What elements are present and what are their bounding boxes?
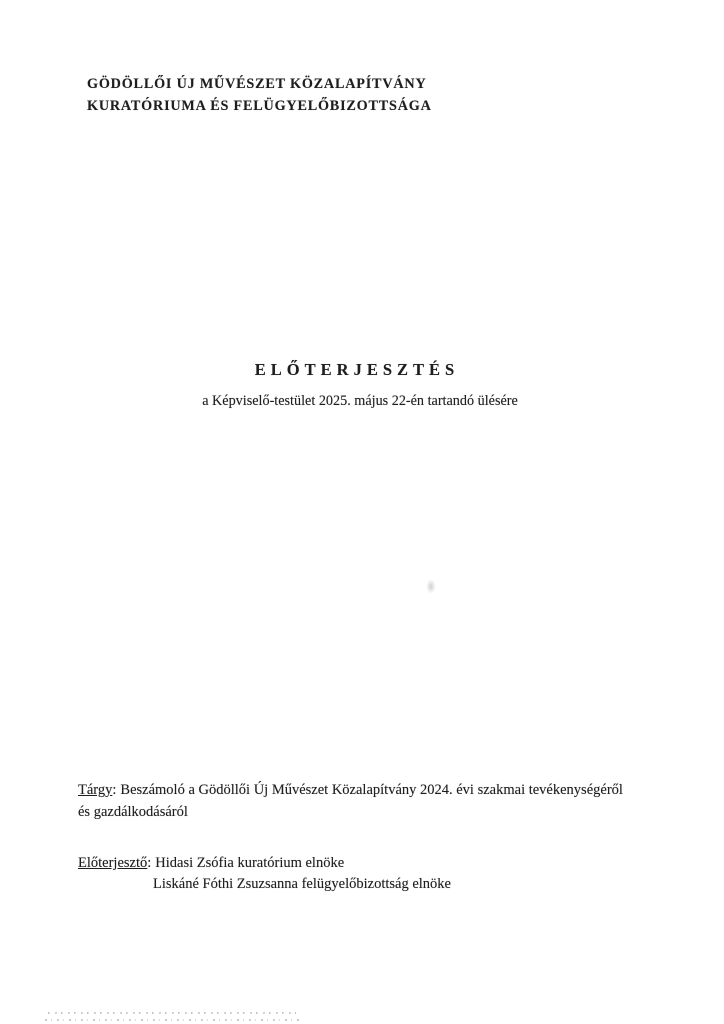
- scan-artifact-dot-row-2: [45, 1019, 303, 1021]
- presenter-colon: :: [147, 855, 152, 871]
- subject-text-line2: és gazdálkodásáról: [78, 804, 188, 820]
- presenter-name-line2: Liskáné Fóthi Zsuzsanna felügyelőbizottság elnöke: [153, 876, 451, 892]
- org-name-line2: KURATÓRIUMA ÉS FELÜGYELŐBIZOTTSÁGA: [87, 97, 432, 114]
- org-name-line1: GÖDÖLLŐI ÚJ MŰVÉSZET KÖZALAPÍTVÁNY: [87, 76, 427, 92]
- document-title: ELŐTERJESZTÉS: [254, 360, 460, 379]
- presenter-label: Előterjesztő: [78, 855, 148, 871]
- presenter-block: [78, 853, 638, 895]
- subject-label: Tárgy: [78, 782, 113, 798]
- scan-smudge: [426, 579, 436, 594]
- subject-text-line1: Beszámoló a Gödöllői Új Művészet Közalapítvány 2024. évi szakmai tevékenységéről: [120, 782, 623, 798]
- subject-colon: :: [112, 782, 117, 798]
- session-subtitle: a Képviselő-testület 2025. május 22-én tartandó ülésére: [202, 393, 518, 409]
- scan-artifact-dot-row-1: [48, 1012, 296, 1014]
- subject-block: [78, 779, 658, 823]
- org-header: [87, 74, 432, 117]
- presenter-name-line1: Hidasi Zsófia kuratórium elnöke: [155, 855, 345, 871]
- presenter-line1: [78, 853, 638, 874]
- subject-line1: [78, 779, 658, 801]
